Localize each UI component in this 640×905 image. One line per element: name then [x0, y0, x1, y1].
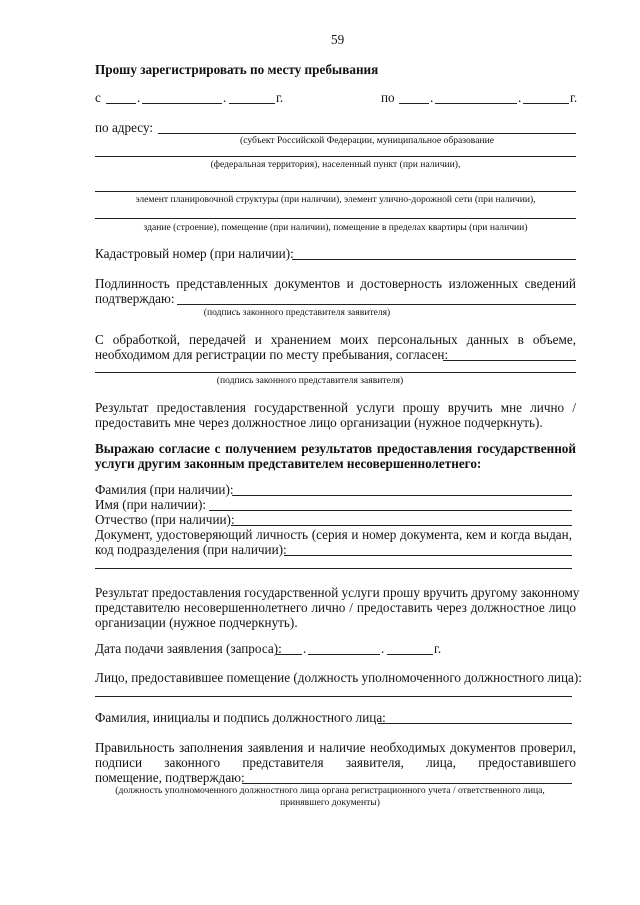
official-name-field[interactable] [378, 723, 572, 724]
rep-document-field-1[interactable] [284, 555, 572, 556]
result-other-rep-text-2: представителю несовершеннолетнего лично / предоставить через должностное лицо [95, 600, 576, 615]
result-delivery-text-1: Результат предоставления государственной услуги прошу вручить мне лично / [95, 400, 576, 415]
verification-signature-field[interactable] [242, 783, 572, 784]
address-label: по адресу: [95, 120, 154, 135]
address-field-2[interactable] [95, 156, 576, 157]
address-caption-4: здание (строение), помещение (при наличии), помещение в пределах квартиры (при наличии) [143, 222, 528, 233]
official-name-label: Фамилия, инициалы и подпись должностного лица: [95, 710, 386, 725]
authenticity-text-1: Подлинность представленных документов и достоверность изложенных сведений [95, 276, 576, 291]
address-field-4[interactable] [95, 218, 576, 219]
rep-patronymic-label: Отчество (при наличии): [95, 512, 235, 527]
from-year-suffix: г. [276, 90, 284, 105]
authenticity-signature-field[interactable] [177, 304, 576, 305]
from-year-field[interactable] [229, 103, 275, 104]
address-caption-2: (федеральная территория), населенный пункт (при наличии), [210, 159, 461, 170]
submission-date-label: Дата подачи заявления (запроса): [95, 641, 282, 656]
authenticity-text-2: подтверждаю: [95, 291, 175, 306]
other-representative-consent-1: Выражаю согласие с получением результатов предоставления государственной [95, 441, 576, 456]
to-month-field[interactable] [435, 103, 517, 104]
consent-signature-line[interactable] [95, 372, 576, 373]
verification-text-3: помещение, подтверждаю: [95, 770, 245, 785]
authenticity-signature-caption: (подпись законного представителя заявителя) [203, 307, 391, 318]
submission-year-field[interactable] [387, 654, 433, 655]
period-from-prefix: с [95, 90, 101, 105]
to-day-field[interactable] [399, 103, 429, 104]
period-to-prefix: по [381, 90, 395, 105]
premises-provider-field[interactable] [95, 696, 572, 697]
verification-text-1: Правильность заполнения заявления и наличие необходимых документов проверил, [95, 740, 576, 755]
result-other-rep-text-1: Результат предоставления государственной услуги прошу вручить другому законному [95, 585, 580, 600]
verification-caption-1: (должность уполномоченного должностного лица органа регистрационного учета / ответственного лица, [115, 785, 545, 796]
submission-year-suffix: г. [434, 641, 442, 656]
verification-text-2: подписи законного представителя заявителя, лица, предоставившего [95, 755, 576, 770]
form-title: Прошу зарегистрировать по месту пребывания [95, 62, 379, 77]
page-number: 59 [331, 32, 345, 47]
from-month-field[interactable] [142, 103, 222, 104]
to-year-field[interactable] [523, 103, 569, 104]
cadastral-label: Кадастровый номер (при наличии): [95, 246, 294, 261]
rep-surname-label: Фамилия (при наличии): [95, 482, 234, 497]
premises-provider-label: Лицо, предоставившее помещение (должность уполномоченного должностного лица): [95, 670, 582, 685]
rep-name-label: Имя (при наличии): [95, 497, 207, 512]
address-field-1[interactable] [158, 133, 576, 134]
consent-text-1: С обработкой, передачей и хранением моих персональных данных в объеме, [95, 332, 576, 347]
cadastral-field[interactable] [292, 259, 576, 260]
consent-signature-caption: (подпись законного представителя заявителя) [216, 375, 404, 386]
consent-text-2: необходимом для регистрации по месту пребывания, согласен: [95, 347, 449, 362]
verification-caption-2: принявшего документы) [280, 797, 380, 808]
result-delivery-text-2: предоставить мне через должностное лицо организации (нужное подчеркнуть). [95, 415, 543, 430]
other-representative-consent-2: услуги другим законным представителем несовершеннолетнего: [95, 456, 482, 471]
rep-document-text-2: код подразделения (при наличии): [95, 542, 287, 557]
from-day-field[interactable] [106, 103, 136, 104]
rep-document-text-1: Документ, удостоверяющий личность (серия и номер документа, кем и когда выдан, [95, 527, 572, 542]
result-other-rep-text-3: организации (нужное подчеркнуть). [95, 615, 298, 630]
rep-patronymic-field[interactable] [231, 525, 572, 526]
address-caption-3: элемент планировочной структуры (при наличии), элемент улично-дорожной сети (при наличии), [135, 194, 536, 205]
rep-document-field-2[interactable] [95, 568, 572, 569]
rep-surname-field[interactable] [232, 495, 572, 496]
submission-month-field[interactable] [308, 654, 380, 655]
address-caption-1: (субъект Российской Федерации, муниципальное образование [240, 135, 494, 146]
address-field-3[interactable] [95, 191, 576, 192]
consent-signature-field[interactable] [443, 360, 576, 361]
to-year-suffix: г. [570, 90, 578, 105]
rep-name-field[interactable] [209, 510, 572, 511]
submission-day-field[interactable] [276, 654, 302, 655]
